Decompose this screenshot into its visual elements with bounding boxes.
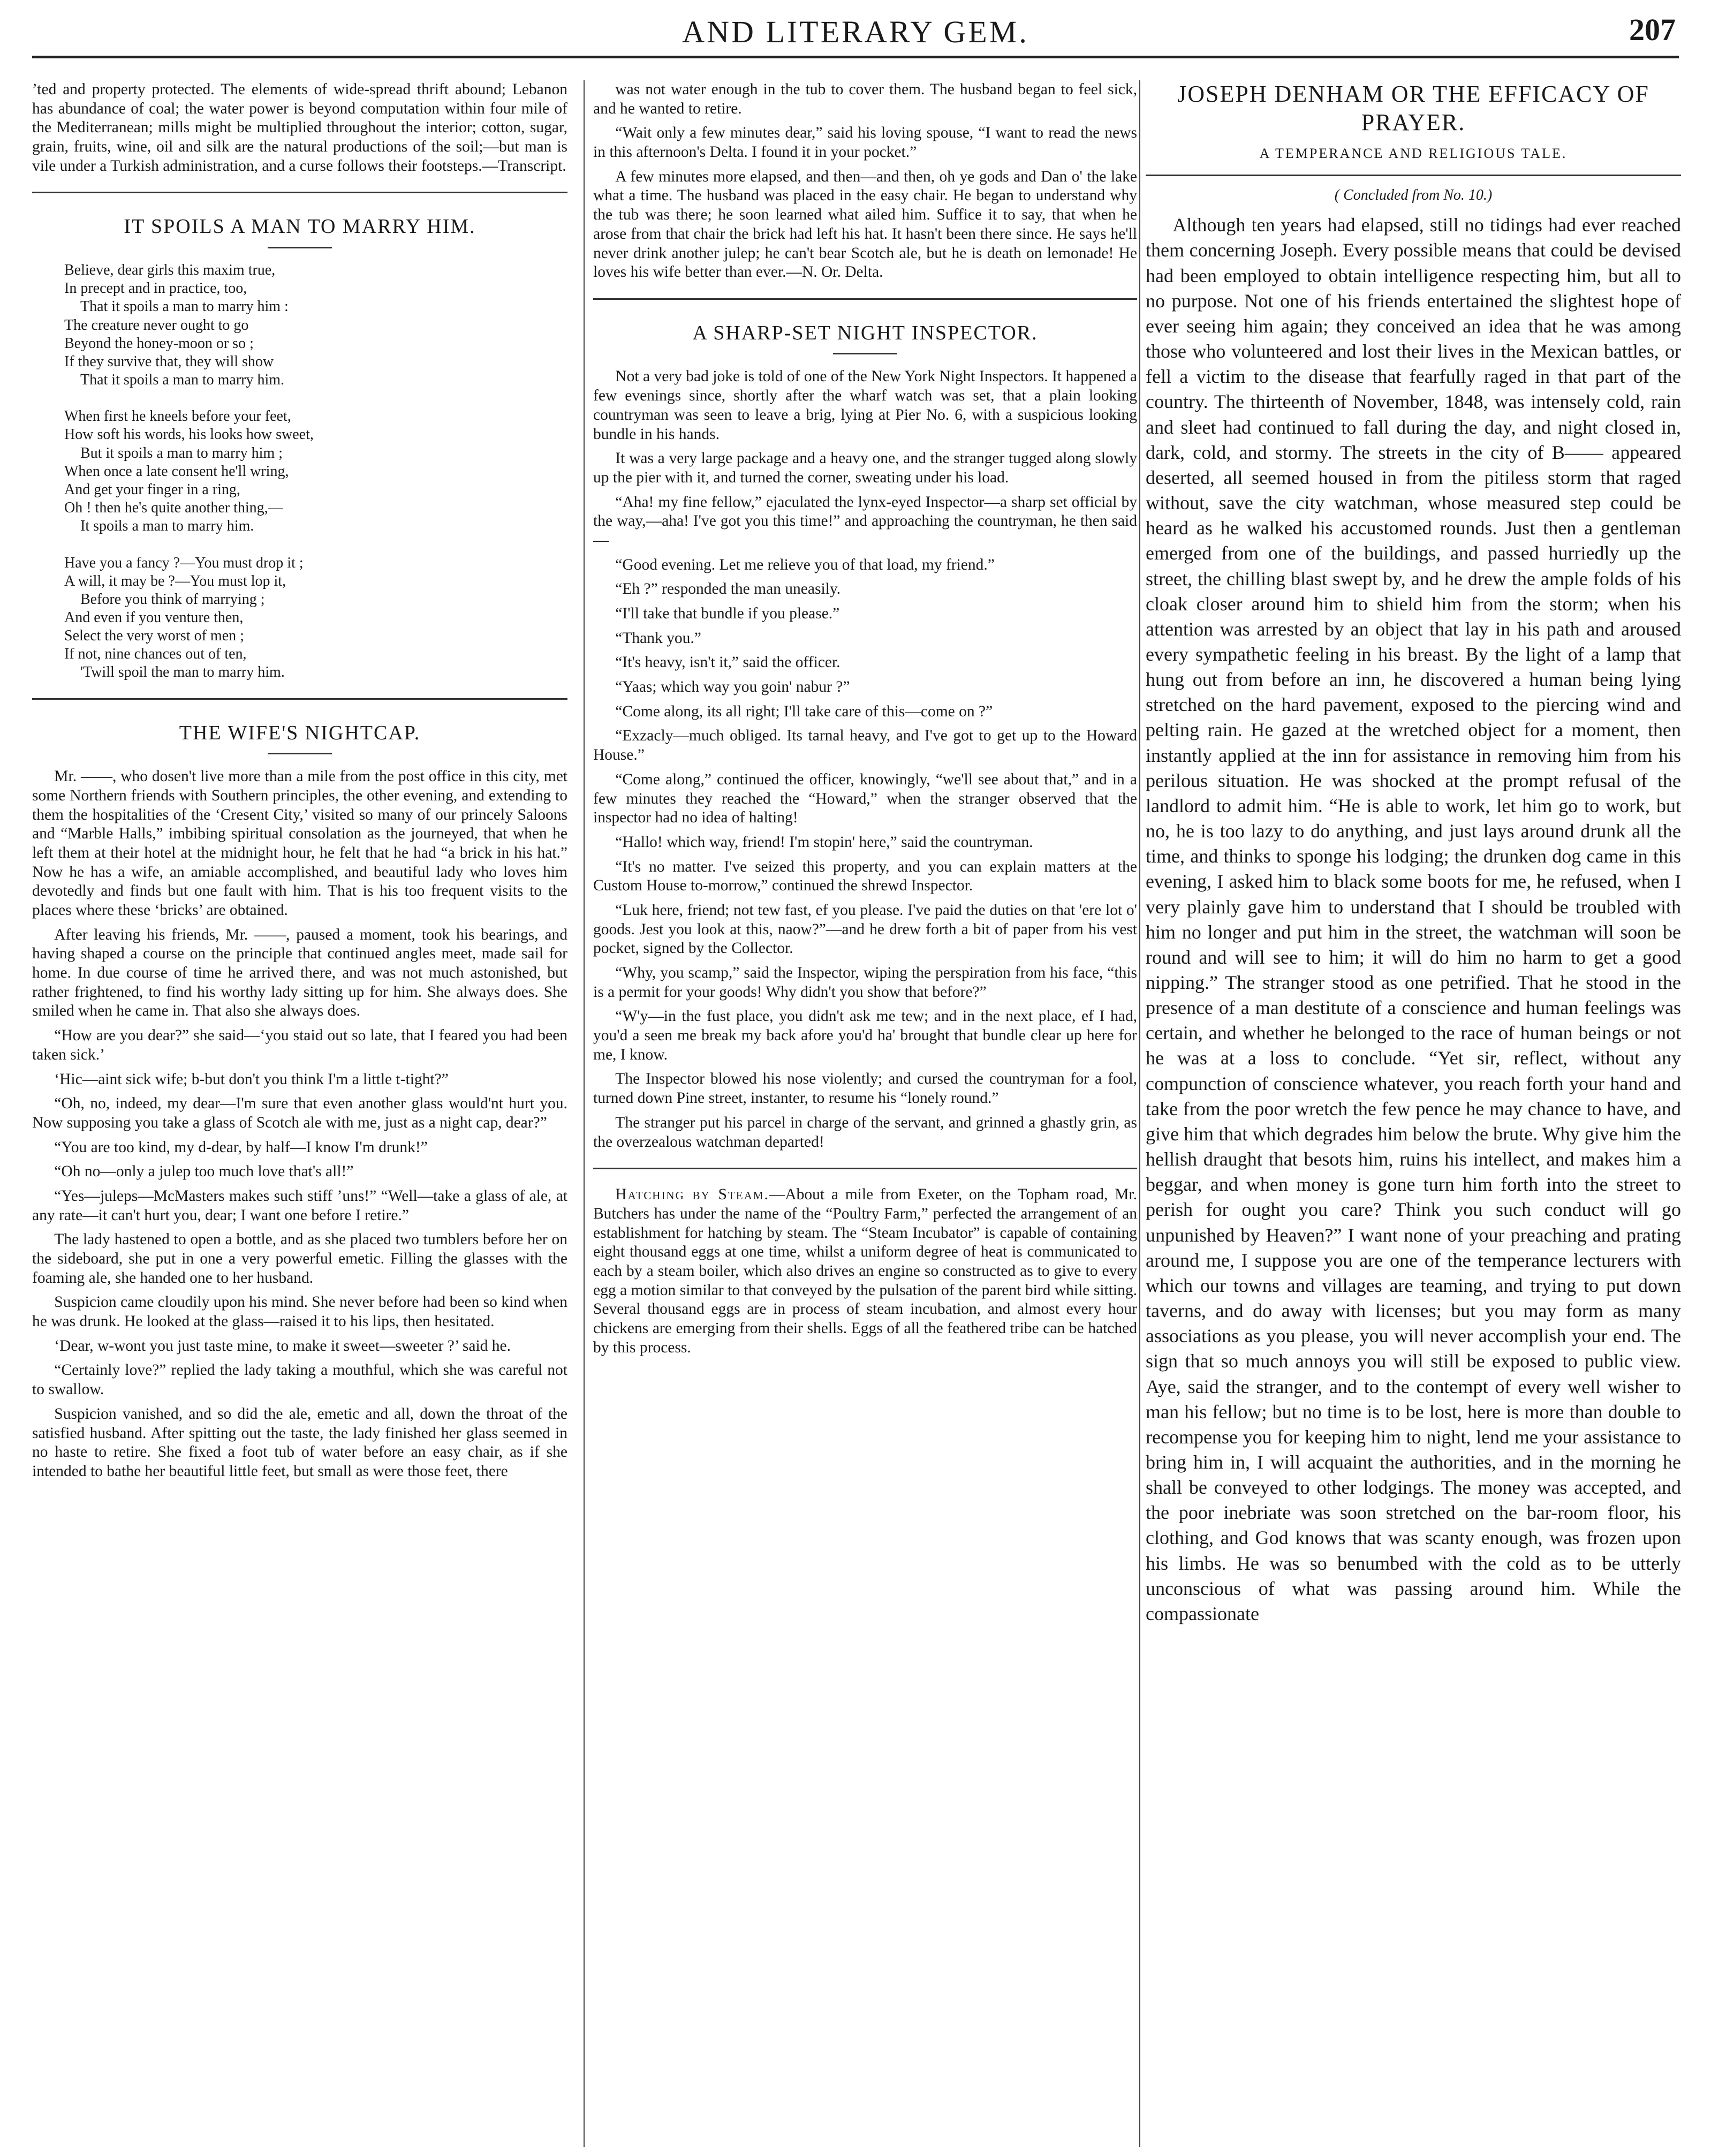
title-underline: [268, 247, 332, 248]
inspector-paragraph: The stranger put his parcel in charge of the servant, and grinned a ghastly grin, as the overzealous watchman departed!: [593, 1114, 1137, 1151]
inspector-paragraph: “Exzacly—much obliged. Its tarnal heavy, and I've got to get up to the Howard House.”: [593, 727, 1137, 764]
inspector-paragraph: “It's no matter. I've seized this property, and you can explain matters at the Custom House to-morrow,” continued the shrewd Inspector.: [593, 858, 1137, 895]
title-underline: [268, 753, 332, 754]
inspector-title: A SHARP-SET NIGHT INSPECTOR.: [692, 321, 1038, 344]
story-paragraph: “Certainly love?” replied the lady taking a mouthful, which she was careful not to swallow.: [32, 1361, 567, 1398]
inspector-paragraph: Not a very bad joke is told of one of the New York Night Inspectors. It happened a few evenings since, shortly after the wharf watch was set, that a plain looking countryman was seen to leave a brig, lying at Pier No. 6, with a suspicious looking bundle in his hands.: [593, 368, 1137, 443]
story-paragraph: Suspicion vanished, and so did the ale, emetic and all, down the throat of the satisfied husband. After spitting out the taste, the lady finished her glass seemed in no haste to retire. She fixed a foot tub of water before an easy chair, as if she intended to bathe her beautiful little feet, but small as were those feet, there: [32, 1405, 567, 1480]
story-paragraph: “Wait only a few minutes dear,” said his loving spouse, “I want to read the news in this afternoon's Delta. I found it in your pocket.”: [593, 124, 1137, 161]
poem-line: Believe, dear girls this maxim true,: [64, 262, 276, 279]
story-paragraph: ‘Dear, w-wont you just taste mine, to make it sweet—sweeter ?’ said he.: [54, 1337, 511, 1355]
section-divider: [32, 698, 567, 700]
poem-title: IT SPOILS A MAN TO MARRY HIM.: [124, 215, 476, 238]
poem-line: It spoils a man to marry him.: [80, 518, 254, 535]
inspector-paragraph: “W'y—in the fust place, you didn't ask me tew; and in the next place, ef I had, you'd a seen me break my back afore you'd ha' brought that bundle clear up here for me, I know.: [593, 1008, 1137, 1063]
poem-line: Beyond the honey-moon or so ;: [64, 335, 254, 352]
poem-line: The creature never ought to go: [64, 316, 249, 334]
poem-line: 'Twill spoil the man to marry him.: [80, 664, 285, 681]
inspector-paragraph: “Come along, its all right; I'll take care of this—come on ?”: [615, 702, 993, 720]
column-middle: [593, 80, 1137, 2147]
column-left: [32, 80, 567, 2147]
hatching-text: —About a mile from Exeter, on the Topham road, Mr. Butchers has under the name of the “Poultry Farm,” perfected the arrangement of an establishment for hatching by steam. The “Steam Incubator” is capable of containing eight thousand eggs at one time, whilst a uniform degree of heat is communicated to each by a steam boiler, which also drives an engine so constructed as to give to every egg a motion similar to that conveyed by the pulsation of the parent bird while sitting. Several thousand eggs are in process of steam incubation, and almost every hour chickens are emerging from their shells. Eggs of all the feathered tribe can be hatched by this process.: [593, 1186, 1137, 1356]
continued-note: ( Concluded from No. 10.): [1334, 186, 1493, 203]
story-body: [32, 767, 567, 1481]
story-paragraph: was not water enough in the tub to cover them. The husband began to feel sick, and he wanted to retire.: [593, 81, 1137, 117]
poem-line: How soft his words, his looks how sweet,: [64, 426, 314, 443]
column-divider: [1139, 80, 1140, 2147]
inspector-paragraph: “Thank you.”: [615, 629, 701, 647]
story-paragraph: The lady hastened to open a bottle, and as she placed two tumblers before her on the sideboard, she put in one a very powerful emetic. Filling the glasses with the foaming ale, she handed one to her husband.: [32, 1231, 567, 1287]
story-title: THE WIFE'S NIGHTCAP.: [179, 721, 421, 744]
story-paragraph: A few minutes more elapsed, and then—and then, oh ye gods and Dan o' the lake what a time. The husband was placed in the easy chair. He began to understand why the tub was there; he soon learned what ailed him. Suffice it to say, that when he arose from that chair the brick had left his hat. It hasn't been there since. He says he'll never drink another julep; he can't bear Scotch ale, but he is death on lemonade! He loves his wife better than ever.—N. Or. Delta.: [593, 168, 1137, 281]
page-number: 207: [1629, 12, 1676, 47]
story-paragraph: “You are too kind, my d-dear, by half—I know I'm drunk!”: [54, 1138, 428, 1156]
hatching-lede: Hatching by Steam.: [615, 1186, 769, 1204]
story-paragraph: “Yes—juleps—McMasters makes such stiff ’uns!” “Well—take a glass of ale, at any rate—it can't hurt you, dear; I want one before I retire.”: [32, 1187, 567, 1224]
inspector-story-body: [593, 367, 1137, 1152]
title-underline: [833, 353, 897, 354]
poem-line: [64, 389, 567, 407]
inspector-paragraph: “Yaas; which way you goin' nabur ?”: [615, 678, 850, 696]
inspector-paragraph: “Eh ?” responded the man uneasily.: [615, 580, 841, 598]
poem-line: Have you a fancy ?—You must drop it ;: [64, 554, 304, 571]
article-ending-paragraph: ’ted and property protected. The elements of wide-spread thrift abound; Lebanon has abundance of coal; the water power is beyond computation within four mile of the Mediterranean; mills might be multiplied throughout the interior; cotton, sugar, grain, fruits, wine, oil and silk are the natural productions of the soil;—but man is vile under a Turkish administration, and a curse follows their footsteps.—Transcript.: [32, 81, 567, 175]
poem-line: That it spoils a man to marry him :: [80, 298, 289, 315]
inspector-paragraph: “Luk here, friend; not tew fast, ef you please. I've paid the duties on that 'ere lot o' goods. Jest you look at this, naow?”—and he drew forth a bit of paper from his vest pocket, signed by the Collector.: [593, 901, 1137, 957]
story-paragraph: “Oh, no, indeed, my dear—I'm sure that even another glass would'nt hurt you. Now supposing you take a glass of Scotch ale with me, just as a night cap, dear?”: [32, 1095, 567, 1131]
inspector-paragraph: “Why, you scamp,” said the Inspector, wiping the perspiration from his face, “this is a permit for your goods! Why didn't you show that before?”: [593, 964, 1137, 1001]
section-divider: [32, 192, 567, 193]
story-paragraph: Suspicion came cloudily upon his mind. She never before had been so kind when he was drunk. He looked at the glass—raised it to his lips, then hesitated.: [32, 1293, 567, 1330]
column-divider: [584, 80, 585, 2147]
section-divider: [593, 1168, 1137, 1169]
poem-line: When first he kneels before your feet,: [64, 408, 291, 425]
tale-title: JOSEPH DENHAM OR THE EFFICACY OF PRAYER.: [1177, 81, 1649, 135]
inspector-paragraph: “It's heavy, isn't it,” said the officer.: [615, 654, 841, 671]
hatching-paragraph: [593, 1185, 1137, 1357]
story-continuation: [593, 80, 1137, 282]
inspector-paragraph: “Hallo! which way, friend! I'm stopin' here,” said the countryman.: [615, 833, 1033, 851]
story-paragraph: Mr. ——, who dosen't live more than a mile from the post office in this city, met some Northern friends with Southern principles, the other evening, and extending to them the hospitalities of the ‘Cresent City,’ visited so many of our princely Saloons and “Marble Halls,” imbibing spiritual consolation as the journeyed, that when he left them at their hotel at the midnight hour, he felt that he had “a brick in his hat.” Now he has a wife, an amiable accomplished, and beautiful lady who loves him devotedly and finds but one fault with him. That is his too frequent visits to the places where these ‘bricks’ are obtained.: [32, 768, 567, 919]
poem-line: And even if you venture then,: [64, 609, 244, 626]
poem-line: When once a late consent he'll wring,: [64, 463, 289, 480]
inspector-paragraph: The Inspector blowed his nose violently; and cursed the countryman for a fool, turned down Pine street, instanter, to resume his “lonely round.”: [593, 1070, 1137, 1107]
story-paragraph: ‘Hic—aint sick wife; b-but don't you think I'm a little t-tight?”: [54, 1070, 449, 1088]
poem-line: That it spoils a man to marry him.: [80, 371, 285, 388]
inspector-paragraph: “Aha! my fine fellow,” ejaculated the lynx-eyed Inspector—a sharp set official by the way,—aha! I've got you this time!” and approaching the countryman, he then said—: [593, 493, 1137, 549]
story-paragraph: “How are you dear?” she said—‘you staid out so late, that I feared you had been taken sick.’: [32, 1027, 567, 1063]
running-title: AND LITERARY GEM.: [682, 14, 1029, 49]
inspector-paragraph: “Good evening. Let me relieve you of that load, my friend.”: [615, 556, 995, 573]
page-header: [32, 7, 1679, 58]
tale-subtitle: A TEMPERANCE AND RELIGIOUS TALE.: [1259, 145, 1568, 161]
column-right: [1146, 80, 1681, 2147]
poem-line: If not, nine chances out of ten,: [64, 646, 247, 663]
poem-line: A will, it may be ?—You must lop it,: [64, 572, 286, 589]
inspector-paragraph: “I'll take that bundle if you please.”: [615, 605, 840, 623]
poem-line: But it spoils a man to marry him ;: [80, 444, 283, 462]
poem-line: Before you think of marrying ;: [80, 591, 265, 608]
poem-body: [64, 261, 567, 682]
poem-line: Select the very worst of men ;: [64, 627, 244, 645]
poem-line: In precept and in practice, too,: [64, 280, 247, 297]
inspector-paragraph: It was a very large package and a heavy one, and the stranger tugged along slowly up the pier with it, and turned the corner, sweating under his load.: [593, 450, 1137, 486]
poem-line: And get your finger in a ring,: [64, 481, 240, 498]
poem-line: Oh ! then he's quite another thing,—: [64, 500, 283, 517]
section-divider: [593, 298, 1137, 300]
story-paragraph: “Oh no—only a julep too much love that's all!”: [54, 1163, 354, 1181]
inspector-paragraph: “Come along,” continued the officer, knowingly, “we'll see about that,” and in a few minutes they reached the “Howard,” when the stranger observed that the inspector had no idea of halting!: [593, 770, 1137, 827]
section-divider: [1146, 175, 1681, 176]
story-paragraph: After leaving his friends, Mr. ——, paused a moment, took his bearings, and having shaped a course on the principle that continued angles meet, made sail for home. In due course of time he arrived there, and was not much astonished, but rather frightened, to find his worthy lady sitting up for him. She always does. She smiled when he came in. That also she always does.: [32, 926, 567, 1020]
poem-line: [64, 535, 567, 554]
poem-line: If they survive that, they will show: [64, 353, 274, 370]
tale-paragraph: Although ten years had elapsed, still no tidings had ever reached them concerning Joseph. Every possible means that could be devised had been employed to obtain intelligence respecting him, but all to no purpose. Not one of his friends entertained the slightest hope of ever seeing him again; they conceived an idea that he was among those who volunteered and lost their lives in the Mexican battles, or fell a victim to the disease that fearfully raged in that part of the country. The thirteenth of November, 1848, was intensely cold, rain and sleet had continued to fall during the day, and night closed in, dark, cold, and stormy. The streets in the city of B—— appeared deserted, all seemed housed in from the pitiless storm that raged without, save the city watchman, whose measured step could be heard as he walked his accustomed rounds. Just then a gentleman emerged from one of the buildings, and passed hurriedly up the street, the chilling blast swept by, and he drew the ample folds of his cloak closer around him to shield him from the storm; when his attention was arrested by an object that lay in his path and aroused every sympathetic feeling in his breast. By the light of a lamp that hung out from before an inn, he discovered a human being lying stretched on the hard pavement, exposed to the piercing wind and pelting rain. He gazed at the wretched object for a moment, then instantly applied at the inn for assistance in removing him from his perilous situation. He was shocked at the prompt refusal of the landlord to admit him. “He is able to work, let him go to work, but no, he is too lazy to do anything, and just lays around drunk all the time, and thinks to sponge his lodging; the drunken dog came in this evening, I asked him to black some boots for me, he refused, when I very plainly gave him to understand that I should be troubled with him no longer and put him in the street, the watchman will soon be round and will see to him; it will do him no harm to get a good nipping.” The stranger stood as one petrified. That he stood in the presence of a man destitute of a conscience and human feelings was certain, and whether he belonged to the race of human beings or not he was at a loss to conclude. “Yet sir, reflect, without any compunction of conscience whatever, you reach forth your hand and take from the poor wretch the few pence he may chance to have, and give him that which degrades him below the brute. Why give him the hellish draught that besots him, ruins his intellect, and makes him a beggar, and when money is gone turn him forth into the street to perish for ought you care? Think you such conduct will go unpunished by Heaven?” I want none of your preaching and prating around me, I suppose you are one of the temperance lecturers with which our towns and villages are teaming, and trying to put down taverns, and do away with licenses; but you may form as many associations as you please, you will never accomplish your end. The sign that so much annoys you will still be exposed to public view. Aye, said the stranger, and to the contempt of every well wisher to man his fellow; but no time is to be lost, here is more than double to recompense you for keeping him to night, lend me your assistance to bring him in, I will acquaint the authorities, and in the morning he shall be conveyed to other lodgings. The money was accepted, and the poor inebriate was soon stretched on the bar-room floor, his clothing, and God knows that was scanty enough, was frozen upon his limbs. He was so benumbed with the cold as to be utterly unconscious of what was passing around him. While the compassionate: [1146, 214, 1681, 1624]
